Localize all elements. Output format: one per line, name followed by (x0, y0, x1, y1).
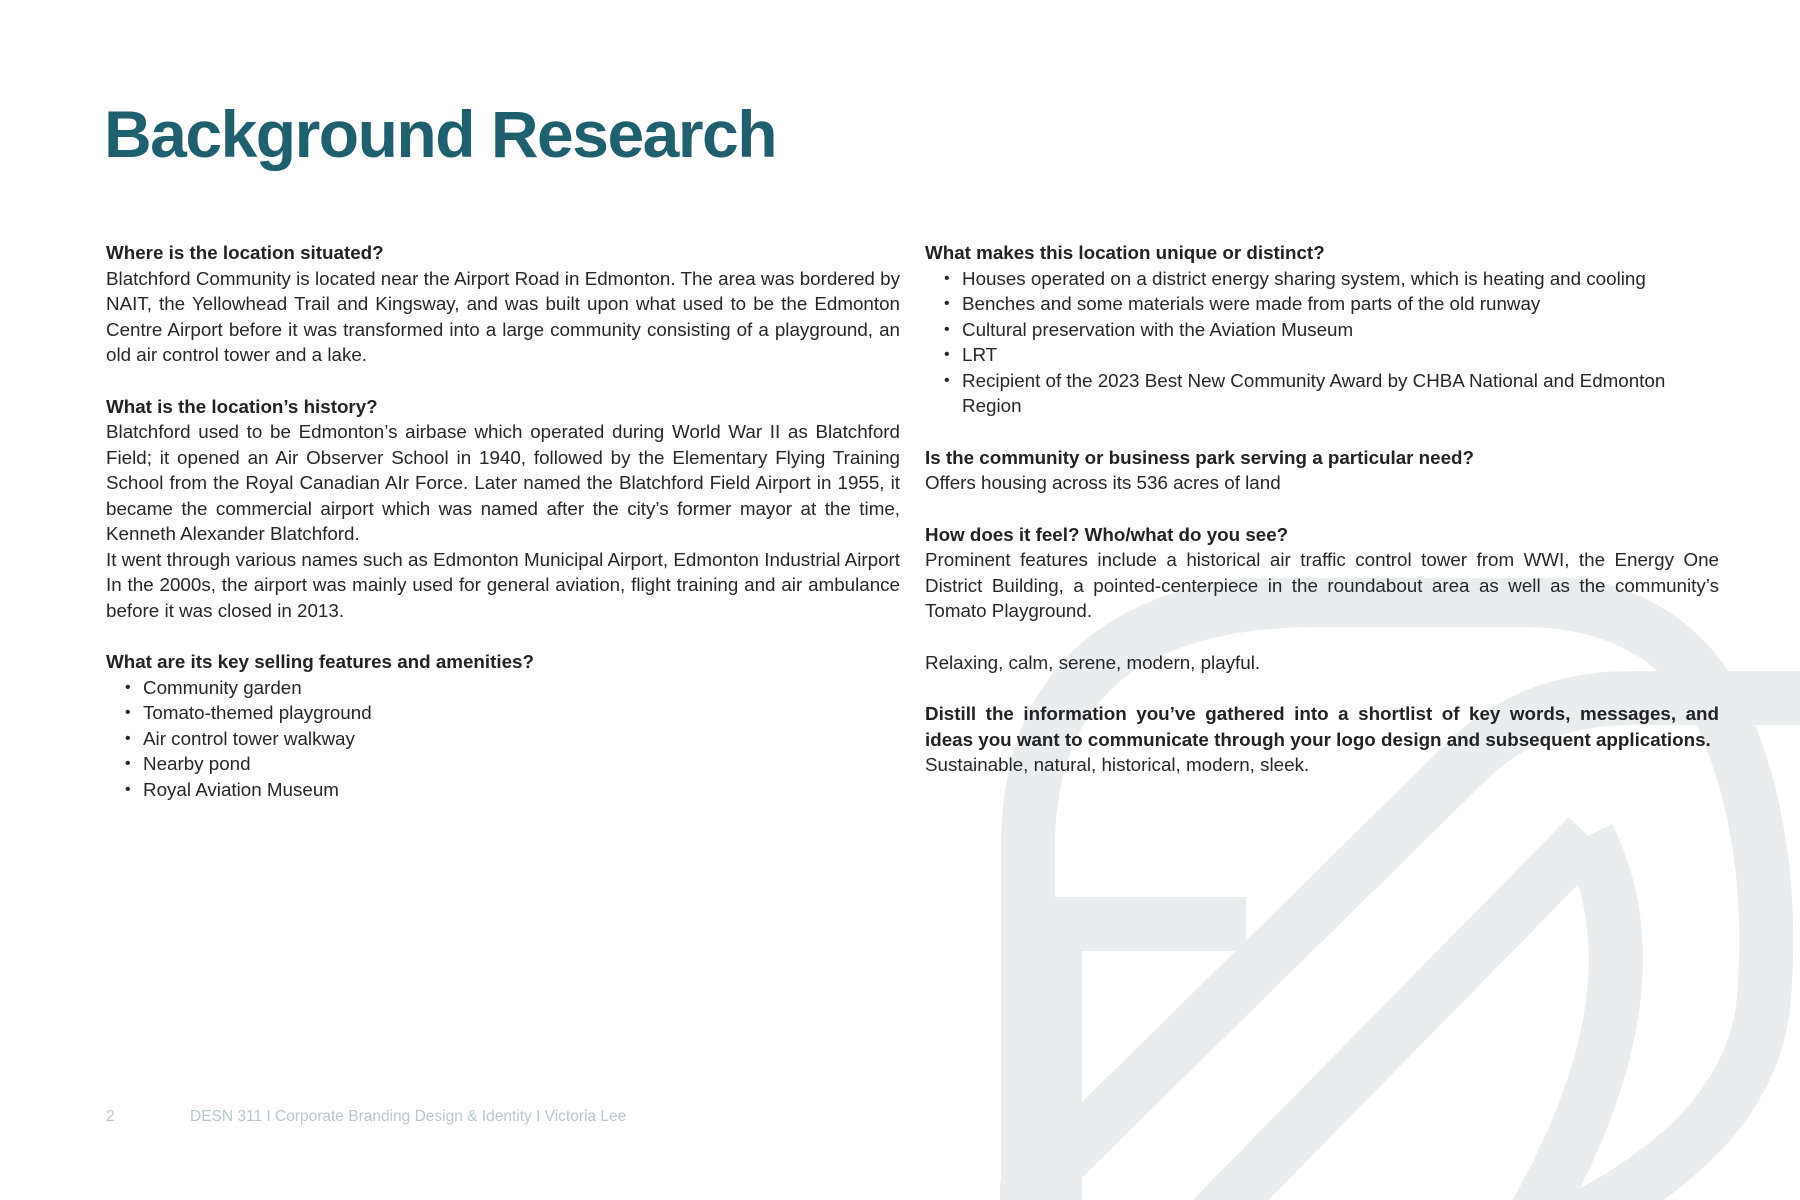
section-paragraph: It went through various names such as Edmonton Municipal Airport, Edmonton Industrial Airport In the 2000s, the airport was mainly used for general aviation, flight training and air ambulance before it was closed in 2013. (106, 548, 900, 621)
page-title: Background Research (104, 97, 777, 171)
section-heading: How does it feel? Who/what do you see? (925, 523, 1289, 545)
section-paragraph: Prominent features include a historical air traffic control tower from WWI, the Energy One District Building, a pointed-centerpiece in the roundabout area as well as the community’s Tomato Playground. (925, 549, 1719, 621)
content-columns (106, 240, 1719, 828)
section-paragraph: Offers housing across its 536 acres of land (925, 472, 1281, 493)
section-feel-keywords (925, 650, 1719, 676)
section-selling-features (106, 649, 900, 802)
section-heading: Is the community or business park serving a particular need? (925, 446, 1474, 468)
section-location-history (106, 394, 900, 624)
footer-course-line: DESN 311 I Corporate Branding Design & Identity I Victoria Lee (190, 1108, 627, 1125)
bullet-list (106, 675, 900, 803)
section-unique-distinct (925, 240, 1719, 419)
bullet-list (925, 266, 1719, 419)
section-heading: Where is the location situated? (106, 242, 384, 263)
section-paragraph: Sustainable, natural, historical, modern, sleek. (925, 754, 1310, 775)
section-heading: Distill the information you’ve gathered into a shortlist of key words, messages, and ideas you want to communicate through your logo design and subsequent applications. (925, 703, 1719, 750)
section-how-does-it-feel (925, 522, 1719, 624)
bullet-item: • Community garden (106, 675, 900, 701)
bullet-item: • Nearby pond (106, 751, 900, 777)
section-paragraph: Relaxing, calm, serene, modern, playful. (925, 651, 1261, 673)
bullet-item: • Benches and some materials were made from parts of the old runway (925, 291, 1719, 317)
section-heading: What is the location’s history? (106, 395, 378, 417)
section-location-situated (106, 240, 900, 368)
section-paragraph: Blatchford used to be Edmonton’s airbase which operated during World War II as Blatchford Field; it opened an Air Observer School in 1940, followed by the Elementary Flying Training School from the Royal Canadian AIr Force. Later named the Blatchford Field Airport in 1955, it became the commercial airport which was named after the city’s former mayor at the time, Kenneth Alexander Blatchford. (106, 421, 900, 544)
right-column (925, 240, 1719, 828)
footer-page-number: 2 (106, 1108, 115, 1125)
left-column (106, 240, 900, 828)
section-paragraph: Blatchford Community is located near the Airport Road in Edmonton. The area was bordered by NAIT, the Yellowhead Trail and Kingsway, and was built upon what used to be the Edmonton Centre Airport before it was transformed into a large community consisting of a playground, an old air control tower and a lake. (106, 267, 900, 365)
bullet-item: • Recipient of the 2023 Best New Community Award by CHBA National and Edmonton Region (925, 368, 1719, 419)
bullet-item: • Cultural preservation with the Aviation Museum (925, 317, 1719, 343)
section-heading: What are its key selling features and amenities? (106, 651, 534, 672)
section-heading: What makes this location unique or distinct? (925, 242, 1325, 263)
bullet-item: • Air control tower walkway (106, 726, 900, 752)
section-distill-keywords (925, 701, 1719, 778)
bullet-item: • Houses operated on a district energy sharing system, which is heating and cooling (925, 266, 1719, 292)
section-particular-need (925, 445, 1719, 496)
bullet-item: • Tomato-themed playground (106, 700, 900, 726)
bullet-item: • Royal Aviation Museum (106, 777, 900, 803)
bullet-item: • LRT (925, 342, 1719, 368)
